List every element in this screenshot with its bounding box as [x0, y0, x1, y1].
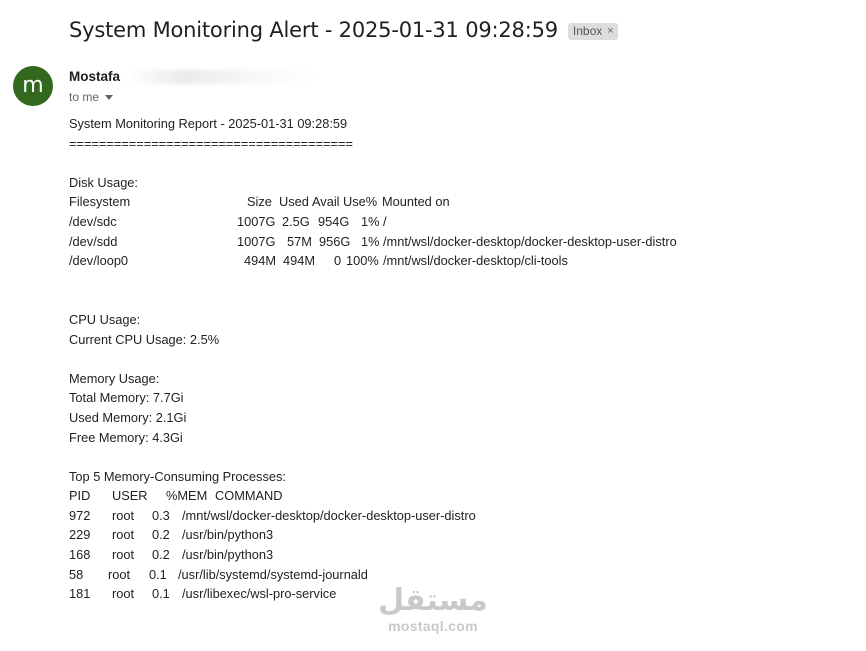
proc-command: /usr/bin/python3	[182, 527, 274, 543]
proc-mem: 0.1	[152, 586, 170, 602]
proc-command: /usr/bin/python3	[182, 547, 274, 563]
process-row	[69, 545, 849, 565]
recipient-details-toggle[interactable]	[69, 90, 113, 104]
disk-row	[69, 232, 849, 252]
watermark-logo: مستقل	[378, 583, 488, 618]
inbox-label[interactable]	[568, 23, 618, 40]
disk-row	[69, 212, 849, 232]
proc-mem: 0.2	[152, 527, 170, 543]
disk-avail: 956G	[319, 233, 351, 249]
sender-email-redacted	[127, 70, 317, 84]
proc-pid: 972	[69, 507, 91, 523]
disk-size: 1007G	[237, 213, 276, 229]
memory-free: Free Memory: 4.3Gi	[69, 429, 183, 445]
proc-col-mem: %MEM	[166, 488, 208, 504]
processes-header-row	[69, 486, 849, 506]
remove-label-icon[interactable]: ×	[607, 24, 614, 37]
disk-avail: 954G	[318, 213, 350, 229]
disk-usepct: 100%	[346, 253, 379, 269]
mostaql-watermark	[378, 583, 488, 643]
subject-row	[69, 18, 618, 42]
disk-size: 494M	[244, 253, 277, 269]
disk-filesystem: /dev/sdd	[69, 233, 118, 249]
proc-command: /usr/lib/systemd/systemd-journald	[178, 566, 368, 582]
caret-down-icon	[105, 95, 113, 100]
inbox-label-text: Inbox	[572, 23, 603, 38]
disk-mounted: /mnt/wsl/docker-desktop/docker-desktop-user-distro	[383, 233, 677, 249]
proc-pid: 229	[69, 527, 91, 543]
disk-used: 2.5G	[282, 213, 310, 229]
disk-usepct: 1%	[361, 213, 380, 229]
proc-user: root	[108, 566, 131, 582]
process-row	[69, 525, 849, 545]
memory-used: Used Memory: 2.1Gi	[69, 409, 187, 425]
disk-col-usepct: Use%	[343, 194, 378, 210]
report-separator: ======================================	[69, 135, 353, 151]
disk-col-size: Size	[247, 194, 272, 210]
memory-heading: Memory Usage:	[69, 370, 160, 386]
proc-mem: 0.2	[152, 547, 170, 563]
cpu-current: Current CPU Usage: 2.5%	[69, 331, 220, 347]
email-body	[69, 114, 849, 604]
disk-usepct: 1%	[361, 233, 380, 249]
proc-mem: 0.1	[149, 566, 167, 582]
watermark-domain: mostaql.com	[388, 618, 478, 634]
disk-avail: 0	[334, 253, 342, 269]
sender-avatar[interactable]: m	[13, 66, 53, 106]
proc-command: /mnt/wsl/docker-desktop/docker-desktop-user-distro	[182, 507, 476, 523]
disk-col-avail: Avail	[312, 194, 340, 210]
disk-filesystem: /dev/sdc	[69, 213, 117, 229]
proc-col-pid: PID	[69, 488, 91, 504]
proc-pid: 168	[69, 547, 91, 563]
proc-pid: 181	[69, 586, 91, 602]
memory-total: Total Memory: 7.7Gi	[69, 390, 184, 406]
email-subject: System Monitoring Alert - 2025-01-31 09:28:59	[69, 18, 558, 42]
process-row	[69, 506, 849, 526]
proc-col-user: USER	[112, 488, 148, 504]
disk-used: 57M	[287, 233, 312, 249]
report-title: System Monitoring Report - 2025-01-31 09:28:59	[69, 116, 348, 131]
cpu-heading: CPU Usage:	[69, 311, 141, 327]
proc-mem: 0.3	[152, 507, 170, 523]
disk-mounted: /mnt/wsl/docker-desktop/cli-tools	[383, 253, 568, 269]
proc-user: root	[112, 547, 135, 563]
recipient-text: to me	[69, 90, 100, 104]
proc-pid: 58	[69, 566, 84, 582]
disk-row	[69, 251, 849, 271]
disk-col-filesystem: Filesystem	[69, 194, 131, 210]
process-row	[69, 565, 849, 585]
disk-filesystem: /dev/loop0	[69, 253, 129, 269]
proc-user: root	[112, 527, 135, 543]
disk-used: 494M	[283, 253, 316, 269]
disk-mounted: /	[383, 213, 387, 229]
proc-col-command: COMMAND	[215, 488, 283, 504]
processes-heading: Top 5 Memory-Consuming Processes:	[69, 468, 286, 484]
disk-size: 1007G	[237, 233, 276, 249]
disk-heading: Disk Usage:	[69, 174, 138, 190]
sender-name: Mostafa	[69, 69, 121, 84]
proc-command: /usr/libexec/wsl-pro-service	[182, 586, 337, 602]
proc-user: root	[112, 507, 135, 523]
disk-col-mounted: Mounted on	[382, 194, 450, 210]
disk-col-used: Used	[279, 194, 309, 210]
proc-user: root	[112, 586, 135, 602]
disk-header-row	[69, 192, 849, 212]
